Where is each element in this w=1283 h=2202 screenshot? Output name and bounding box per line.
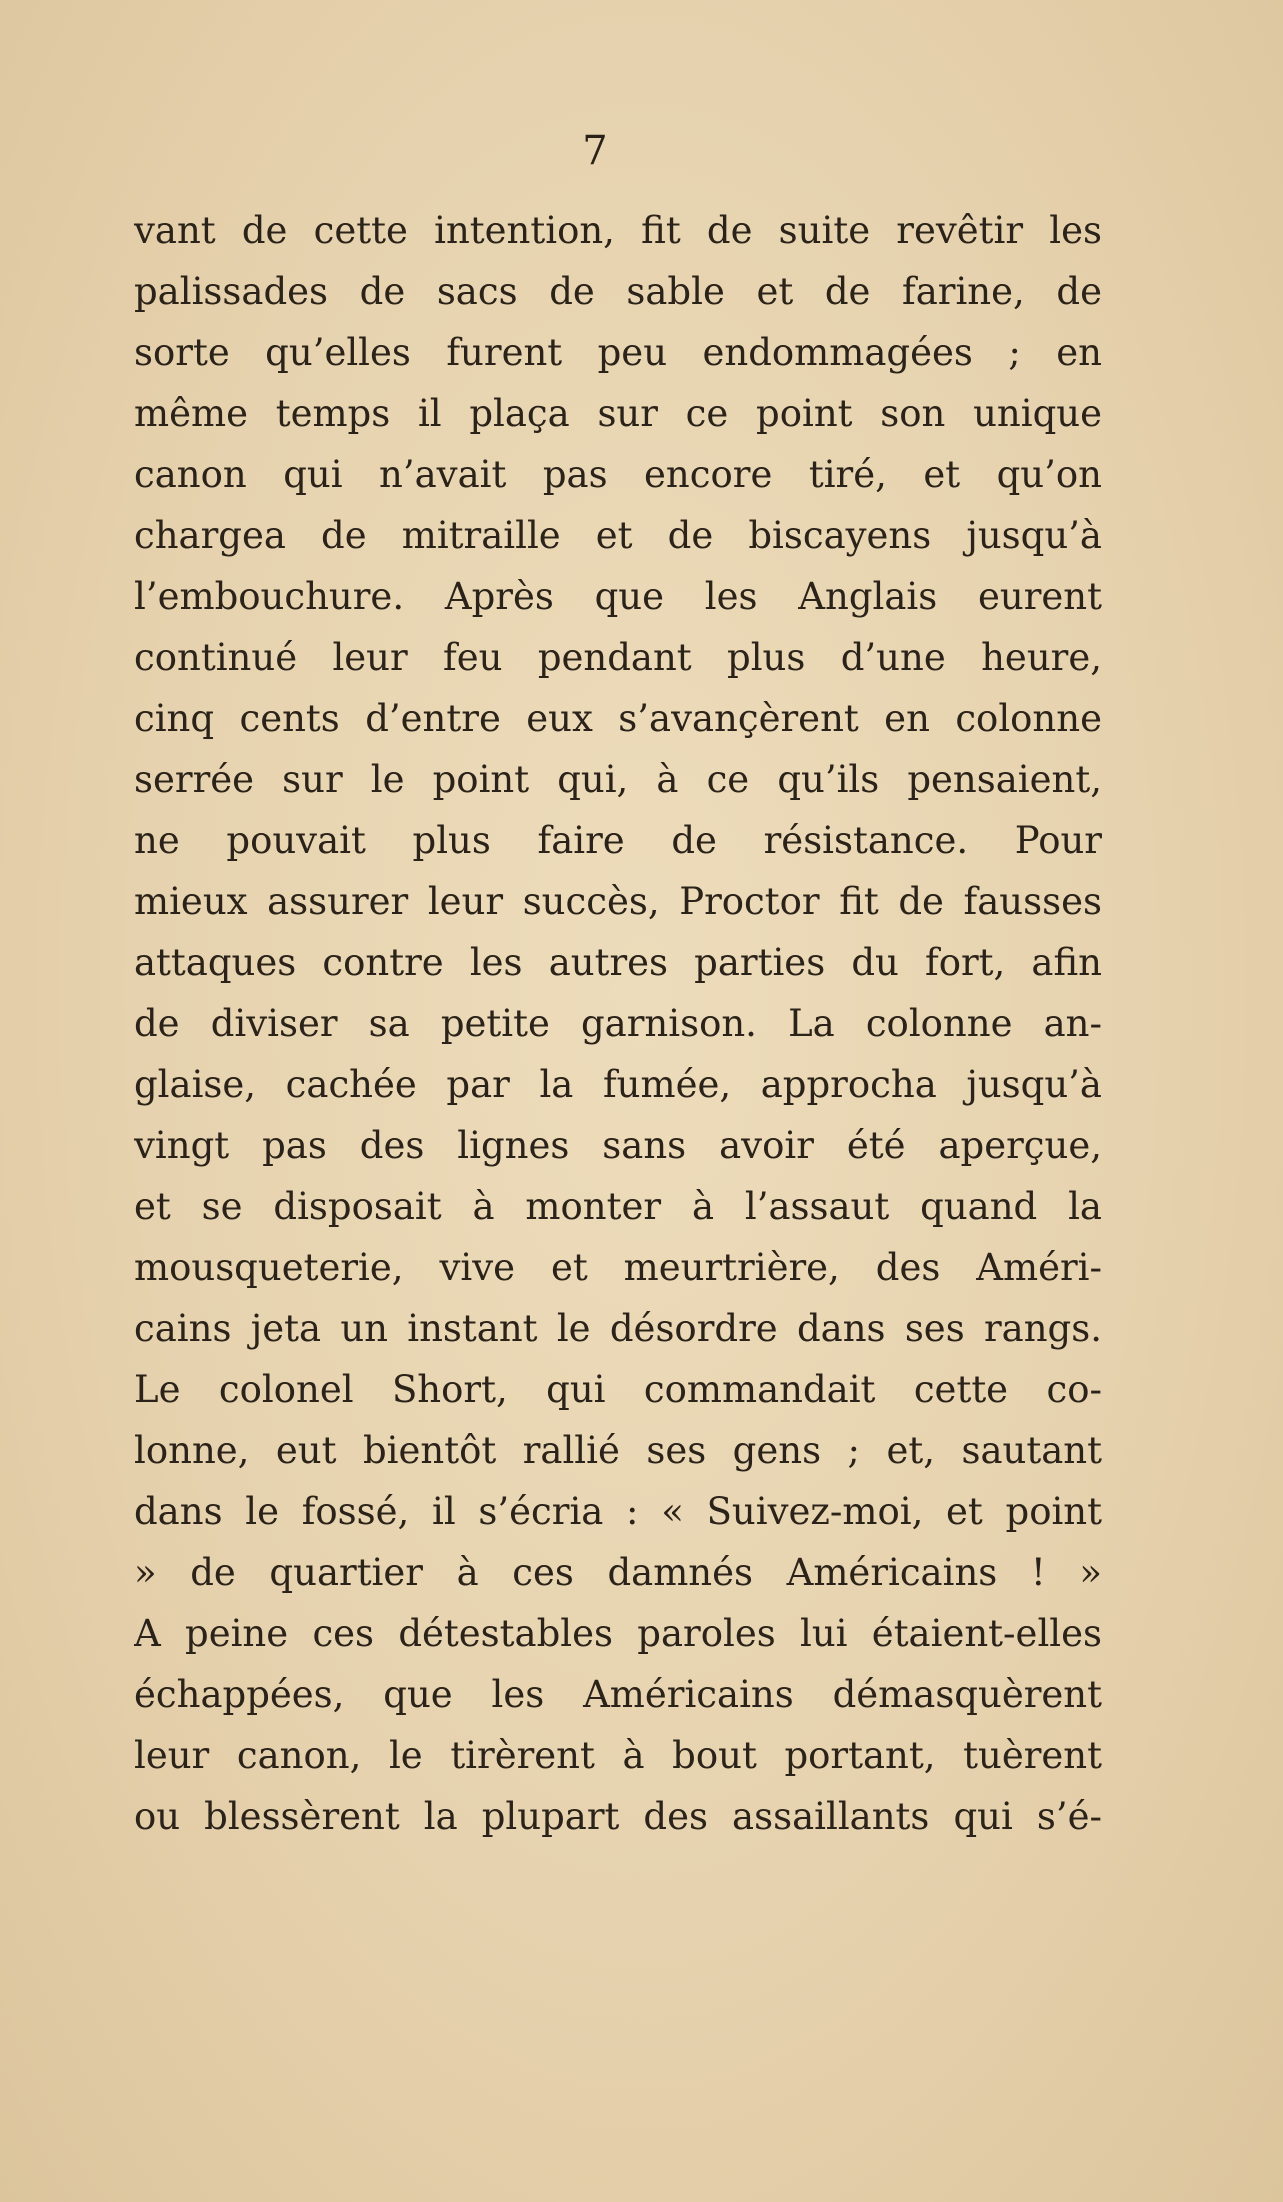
text-line: vingt pas des lignes sans avoir été aperçue, — [134, 1124, 1102, 1167]
text-line: mousqueterie, vive et meurtrière, des Améri- — [134, 1246, 1102, 1289]
text-line: l’embouchure. Après que les Anglais eurent — [134, 575, 1102, 618]
body-text — [134, 200, 1102, 1847]
text-line: canon qui n’avait pas encore tiré, et qu’on — [134, 453, 1102, 496]
text-line: Le colonel Short, qui commandait cette co- — [134, 1368, 1102, 1411]
text-line: chargea de mitraille et de biscayens jusqu’à — [134, 514, 1102, 557]
text-line: dans le fossé, il s’écria : « Suivez-moi, et point — [134, 1490, 1102, 1533]
text-line: A peine ces détestables paroles lui étaient-elles — [134, 1612, 1102, 1655]
text-line: palissades de sacs de sable et de farine, de — [134, 270, 1102, 313]
text-line: » de quartier à ces damnés Américains ! » — [134, 1551, 1102, 1594]
text-line: sorte qu’elles furent peu endommagées ; en — [134, 331, 1102, 374]
text-line: attaques contre les autres parties du fort, afin — [134, 941, 1102, 984]
text-line: même temps il plaça sur ce point son unique — [134, 392, 1102, 435]
text-line: continué leur feu pendant plus d’une heure, — [134, 636, 1102, 679]
page-number: 7 — [582, 128, 608, 174]
text-line: échappées, que les Américains démasquèrent — [134, 1673, 1102, 1716]
text-line: leur canon, le tirèrent à bout portant, tuèrent — [134, 1734, 1102, 1777]
text-line: vant de cette intention, fit de suite revêtir les — [134, 209, 1102, 252]
text-line: glaise, cachée par la fumée, approcha jusqu’à — [134, 1063, 1102, 1106]
text-line: ou blessèrent la plupart des assaillants qui s’é- — [134, 1795, 1102, 1838]
text-line: et se disposait à monter à l’assaut quand la — [134, 1185, 1102, 1228]
text-line: de diviser sa petite garnison. La colonne an- — [134, 1002, 1102, 1045]
text-line: serrée sur le point qui, à ce qu’ils pensaient, — [134, 758, 1102, 801]
text-line: ne pouvait plus faire de résistance. Pour — [134, 819, 1102, 862]
text-line: mieux assurer leur succès, Proctor fit de fausses — [134, 880, 1102, 923]
text-line: cinq cents d’entre eux s’avançèrent en colonne — [134, 697, 1102, 740]
text-line: lonne, eut bientôt rallié ses gens ; et, sautant — [134, 1429, 1102, 1472]
text-line: cains jeta un instant le désordre dans ses rangs. — [134, 1307, 1102, 1350]
